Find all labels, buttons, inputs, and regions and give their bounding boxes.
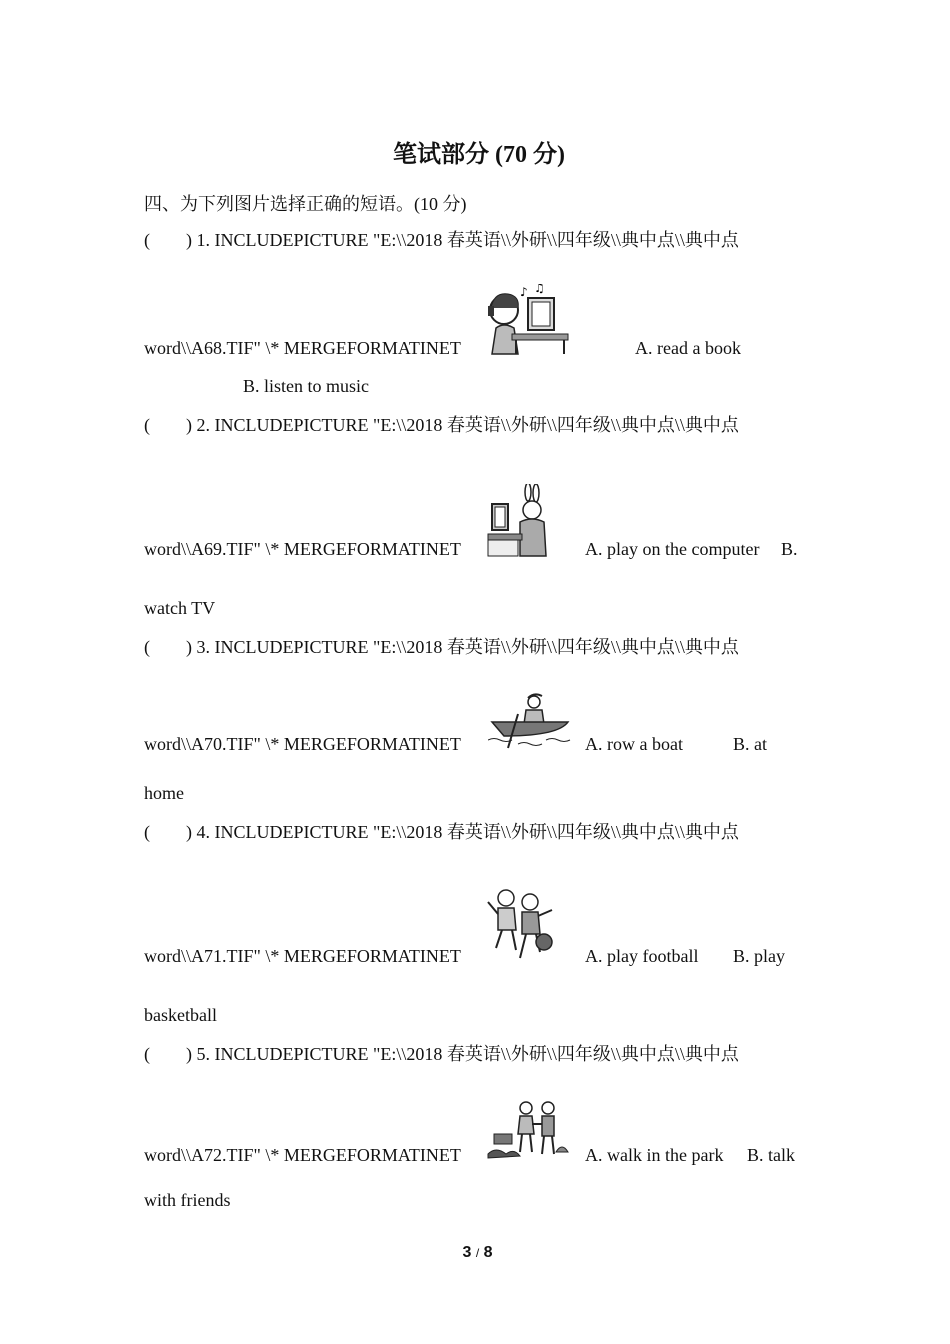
page-number-current: 3: [462, 1244, 472, 1261]
girl-rowing-boat-icon: [488, 692, 572, 752]
question-2-option-a: A. play on the computer: [585, 539, 760, 559]
question-1-option-a: A. read a book: [635, 338, 741, 358]
question-2-line: ( ) 2. INCLUDEPICTURE "E:\\2018 春英语\\外研\\四年级\\典中点\\典中点: [144, 415, 739, 435]
question-5-line: ( ) 5. INCLUDEPICTURE "E:\\2018 春英语\\外研\\四年级\\典中点\\典中点: [144, 1044, 739, 1064]
question-4-option-a: A. play football: [585, 946, 699, 966]
question-1-option-b: B. listen to music: [243, 376, 369, 396]
kids-walking-park-icon: [486, 1098, 570, 1162]
page-title: 笔试部分 (70 分): [393, 142, 565, 168]
question-2-option-b: B.: [781, 539, 798, 559]
svg-text:♫: ♫: [534, 284, 545, 295]
question-3-option-a: A. row a boat: [585, 734, 683, 754]
boys-football-icon: [486, 888, 558, 964]
rabbit-computer-icon: [486, 484, 550, 558]
question-4-option-b-cont: basketball: [144, 1005, 217, 1025]
question-5-option-b-cont: with friends: [144, 1190, 231, 1210]
question-4-option-b: B. play: [733, 946, 785, 966]
question-1-field-code: word\\A68.TIF" \* MERGEFORMATINET: [144, 338, 461, 358]
section-heading: 四、为下列图片选择正确的短语。(10 分): [144, 194, 467, 214]
page-number-total: 8: [483, 1244, 493, 1261]
question-4-line: ( ) 4. INCLUDEPICTURE "E:\\2018 春英语\\外研\\四年级\\典中点\\典中点: [144, 822, 739, 842]
question-2-field-code: word\\A69.TIF" \* MERGEFORMATINET: [144, 539, 461, 559]
question-3-field-code: word\\A70.TIF" \* MERGEFORMATINET: [144, 734, 461, 754]
page-number: [0, 1244, 950, 1262]
question-5-option-b: B. talk: [747, 1145, 795, 1165]
question-3-line: ( ) 3. INCLUDEPICTURE "E:\\2018 春英语\\外研\\四年级\\典中点\\典中点: [144, 637, 739, 657]
question-3-option-b: B. at: [733, 734, 767, 754]
question-1-line: ( ) 1. INCLUDEPICTURE "E:\\2018 春英语\\外研\\四年级\\典中点\\典中点: [144, 230, 739, 250]
question-2-option-b-cont: watch TV: [144, 598, 216, 618]
question-5-field-code: word\\A72.TIF" \* MERGEFORMATINET: [144, 1145, 461, 1165]
page-number-separator: /: [475, 1246, 480, 1260]
boy-listening-music-icon: [486, 284, 570, 356]
svg-text:♪: ♪: [520, 285, 528, 299]
question-4-field-code: word\\A71.TIF" \* MERGEFORMATINET: [144, 946, 461, 966]
question-5-option-a: A. walk in the park: [585, 1145, 724, 1165]
question-3-option-b-cont: home: [144, 783, 184, 803]
